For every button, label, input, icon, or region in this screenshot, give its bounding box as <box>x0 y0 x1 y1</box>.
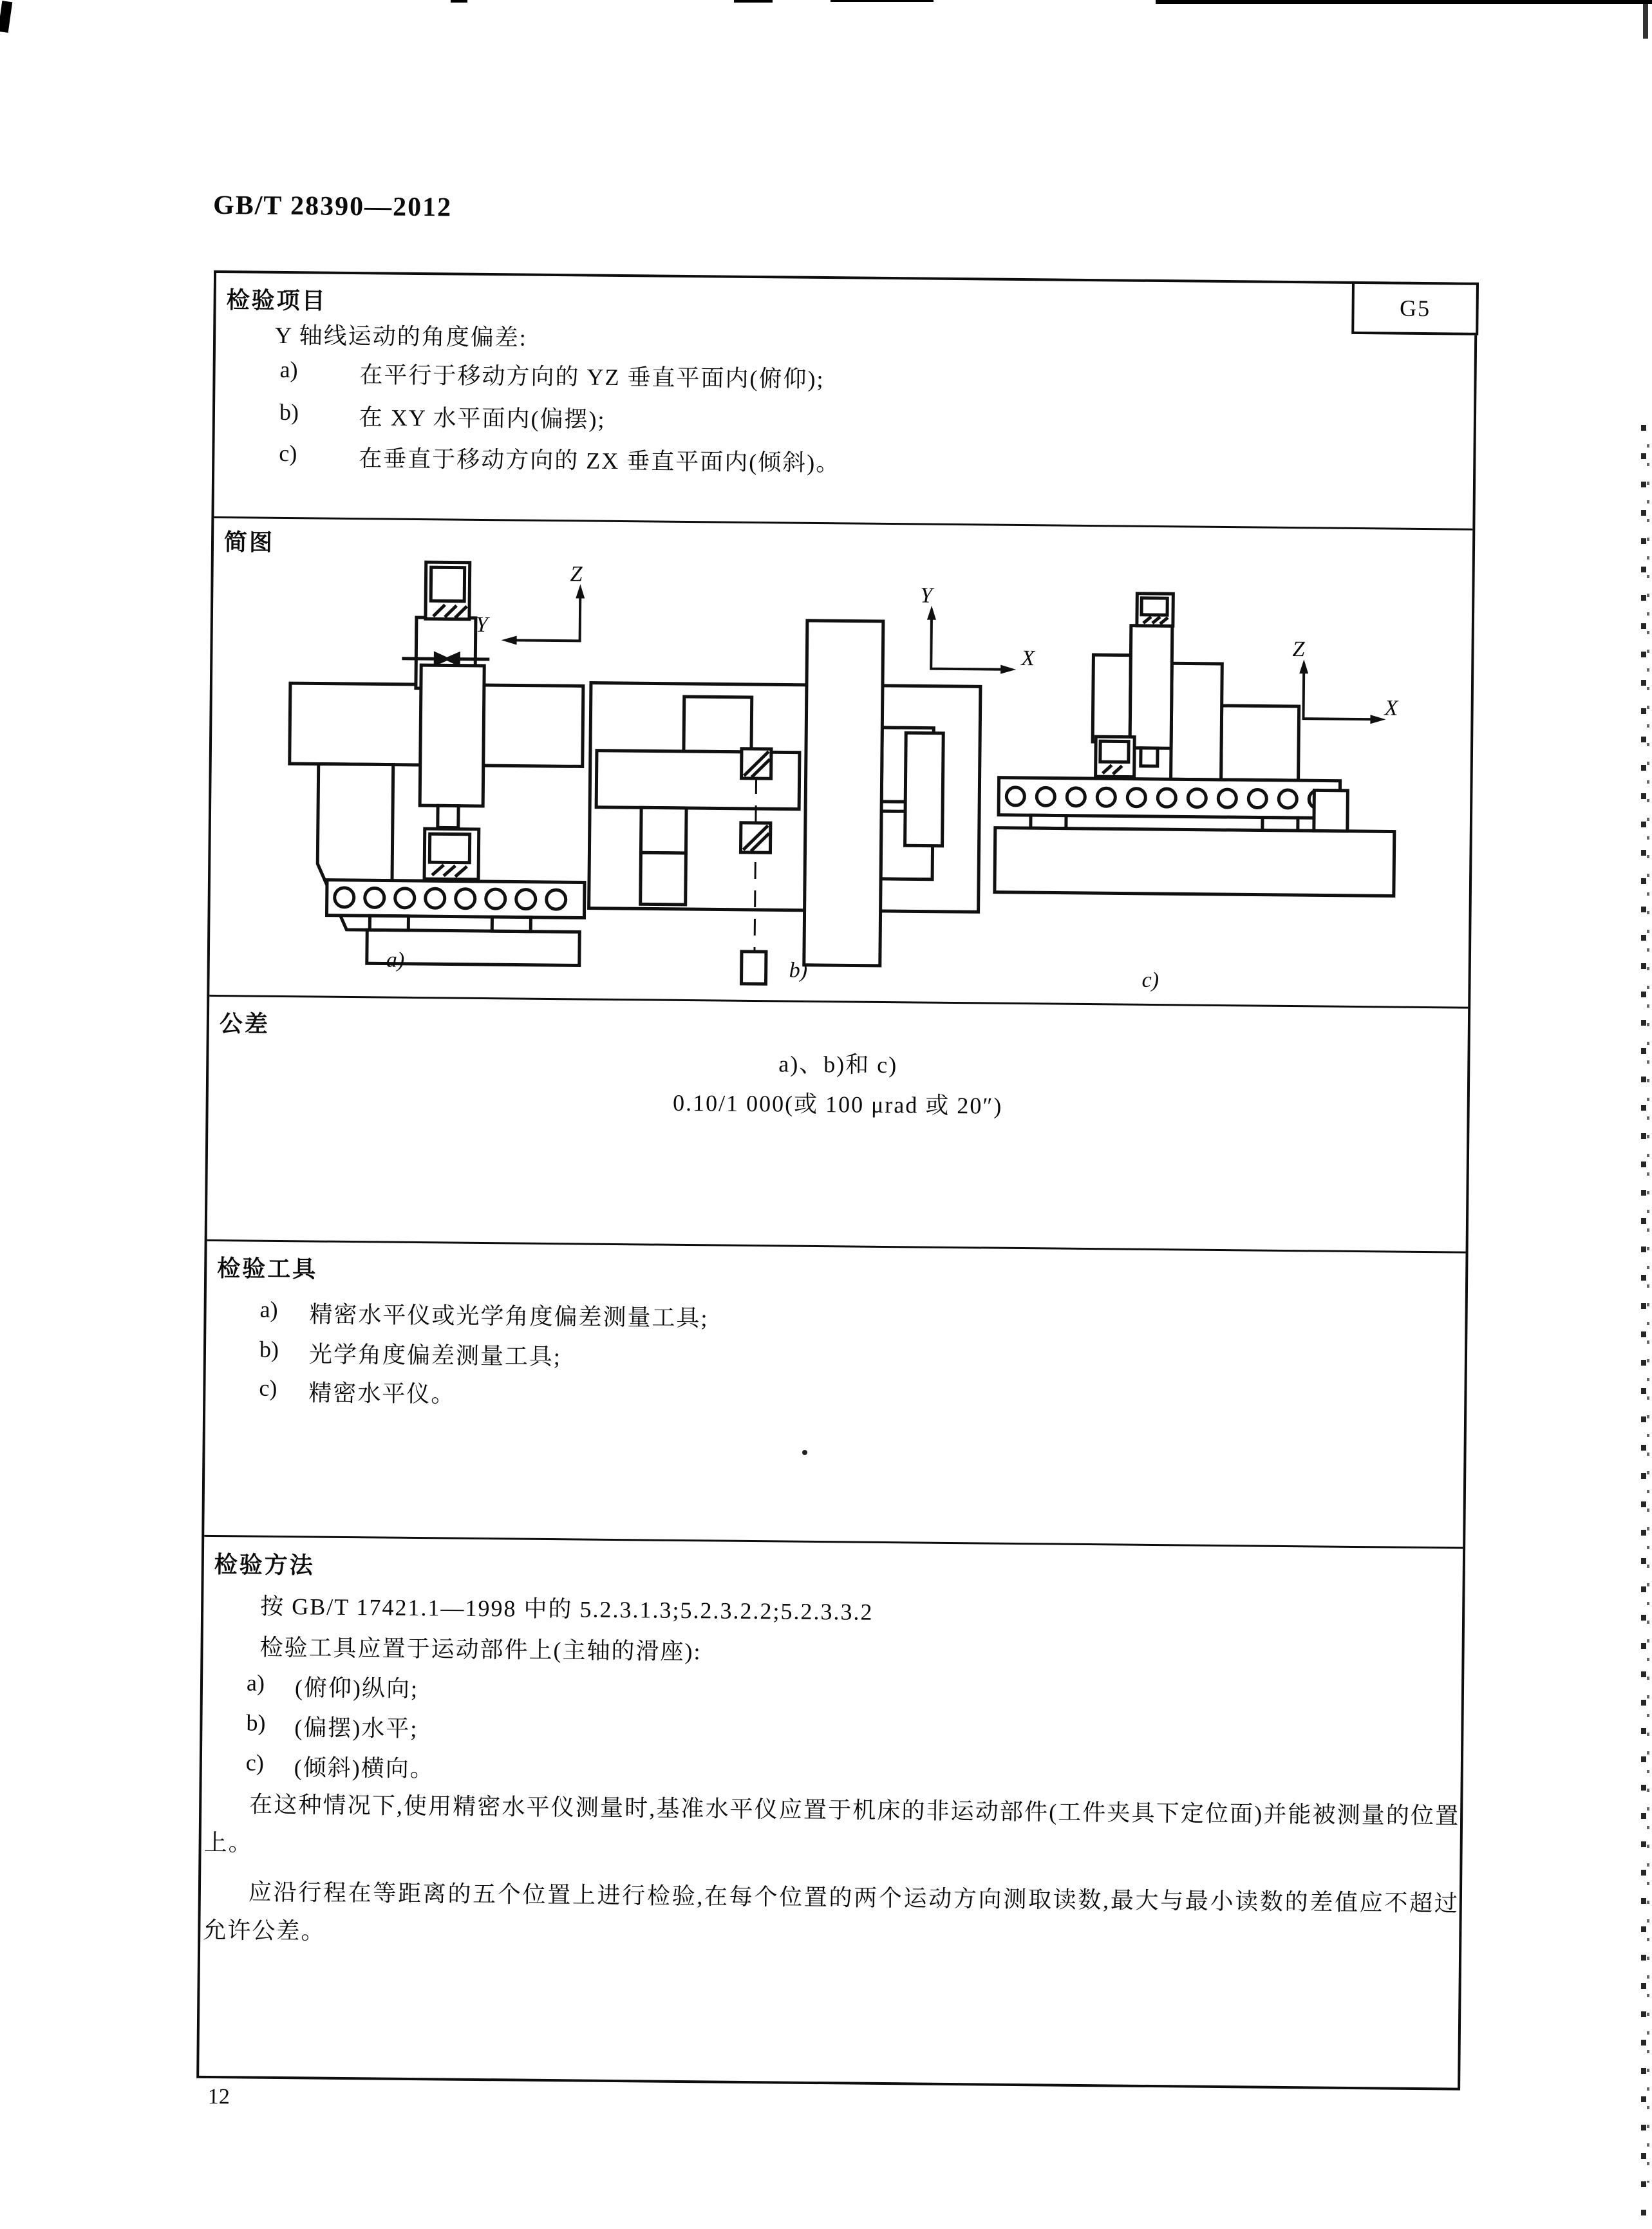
item-key: a) <box>259 1296 278 1322</box>
item-key: c) <box>279 440 297 467</box>
level-instrument-icon <box>426 562 470 619</box>
diagram-sublabel-c: c) <box>1141 968 1159 993</box>
tolerance-applies-to: a)、b)和 c) <box>778 1051 898 1078</box>
item-text: 在 XY 水平面内(偏摆); <box>359 404 606 433</box>
item-text: (倾斜)横向。 <box>294 1754 435 1782</box>
level-instrument-icon <box>1096 737 1135 777</box>
section-divider <box>214 516 1472 531</box>
level-instrument-icon <box>742 749 771 778</box>
scan-artifact-top-edge <box>734 0 773 3</box>
axis-indicator-c <box>1277 637 1420 734</box>
page-number: 12 <box>207 2084 230 2109</box>
item-key: a) <box>279 356 298 383</box>
axis-z-label: Z <box>1292 637 1305 662</box>
item-key: c) <box>245 1749 265 1776</box>
axis-y-label: Y <box>475 612 488 637</box>
section-label: 检验方法 <box>214 1552 315 1579</box>
axis-z-label: Z <box>570 562 583 587</box>
method-paragraph: 在这种情况下,使用精密水平仪测量时,基准水平仪应置于机床的非运动部件(工件夹具下定位面)并能被测量的位置上。 <box>203 1791 1460 1856</box>
scan-artifact-top-edge <box>831 0 934 2</box>
method-paragraphs <box>203 1785 1460 1962</box>
scan-artifact-top-edge <box>1156 0 1652 4</box>
axis-y-label: Y <box>920 583 933 608</box>
item-key: a) <box>246 1669 265 1696</box>
item-text: (俯仰)纵向; <box>294 1675 419 1702</box>
diagram-sublabel-b: b) <box>789 958 808 983</box>
item-text: 精密水平仪或光学角度偏差测量工具; <box>309 1301 709 1331</box>
item-key: b) <box>246 1709 266 1736</box>
item-text: 精密水平仪。 <box>308 1380 456 1407</box>
item-key: c) <box>259 1375 277 1401</box>
item-text: 在平行于移动方向的 YZ 垂直平面内(俯仰); <box>359 362 825 393</box>
method-reference: 按 GB/T 17421.1—1998 中的 5.2.3.1.3;5.2.3.2.2;5.2.3.3.2 <box>259 1593 874 1625</box>
item-text: 光学角度偏差测量工具; <box>308 1341 562 1370</box>
standard-code: GB/T 28390—2012 <box>212 190 453 223</box>
item-code-box <box>1351 281 1479 335</box>
level-instrument-icon <box>740 823 770 852</box>
section-divider <box>204 1535 1463 1549</box>
axis-x-label: X <box>1384 696 1398 720</box>
machine-diagram-c <box>991 585 1413 943</box>
level-instrument-icon <box>1137 594 1173 626</box>
item-text: 在垂直于移动方向的 ZX 垂直平面内(倾斜)。 <box>359 446 841 476</box>
section-inspection-item <box>216 273 1475 476</box>
axis-arrows-icon <box>475 564 611 655</box>
diagram-sublabel-a: a) <box>386 948 405 972</box>
item-key: b) <box>279 399 299 426</box>
item-code: G5 <box>1399 295 1431 322</box>
axis-indicator-b <box>908 583 1050 684</box>
axis-x-label: X <box>1021 646 1035 671</box>
item-intro: Y 轴线运动的角度偏差: <box>274 322 527 351</box>
method-paragraph: 应沿行程在等距离的五个位置上进行检验,在每个位置的两个运动方向测取读数,最大与最小读数的差值应不超过允许公差。 <box>203 1879 1460 1944</box>
inspection-table <box>196 270 1478 2091</box>
section-label: 检验工具 <box>217 1256 318 1283</box>
item-key: b) <box>259 1336 279 1362</box>
section-label: 简图 <box>223 529 275 556</box>
tolerance-value: 0.10/1 000(或 100 μrad 或 20″) <box>672 1089 1003 1119</box>
item-text: (偏摆)水平; <box>294 1715 418 1742</box>
level-instrument-icon <box>424 829 479 879</box>
method-placement: 检验工具应置于运动部件上(主轴的滑座): <box>259 1634 702 1665</box>
axis-indicator-a <box>475 564 611 655</box>
section-label: 检验项目 <box>226 287 327 314</box>
section-divider <box>207 1239 1466 1254</box>
section-label: 公差 <box>219 1011 270 1037</box>
